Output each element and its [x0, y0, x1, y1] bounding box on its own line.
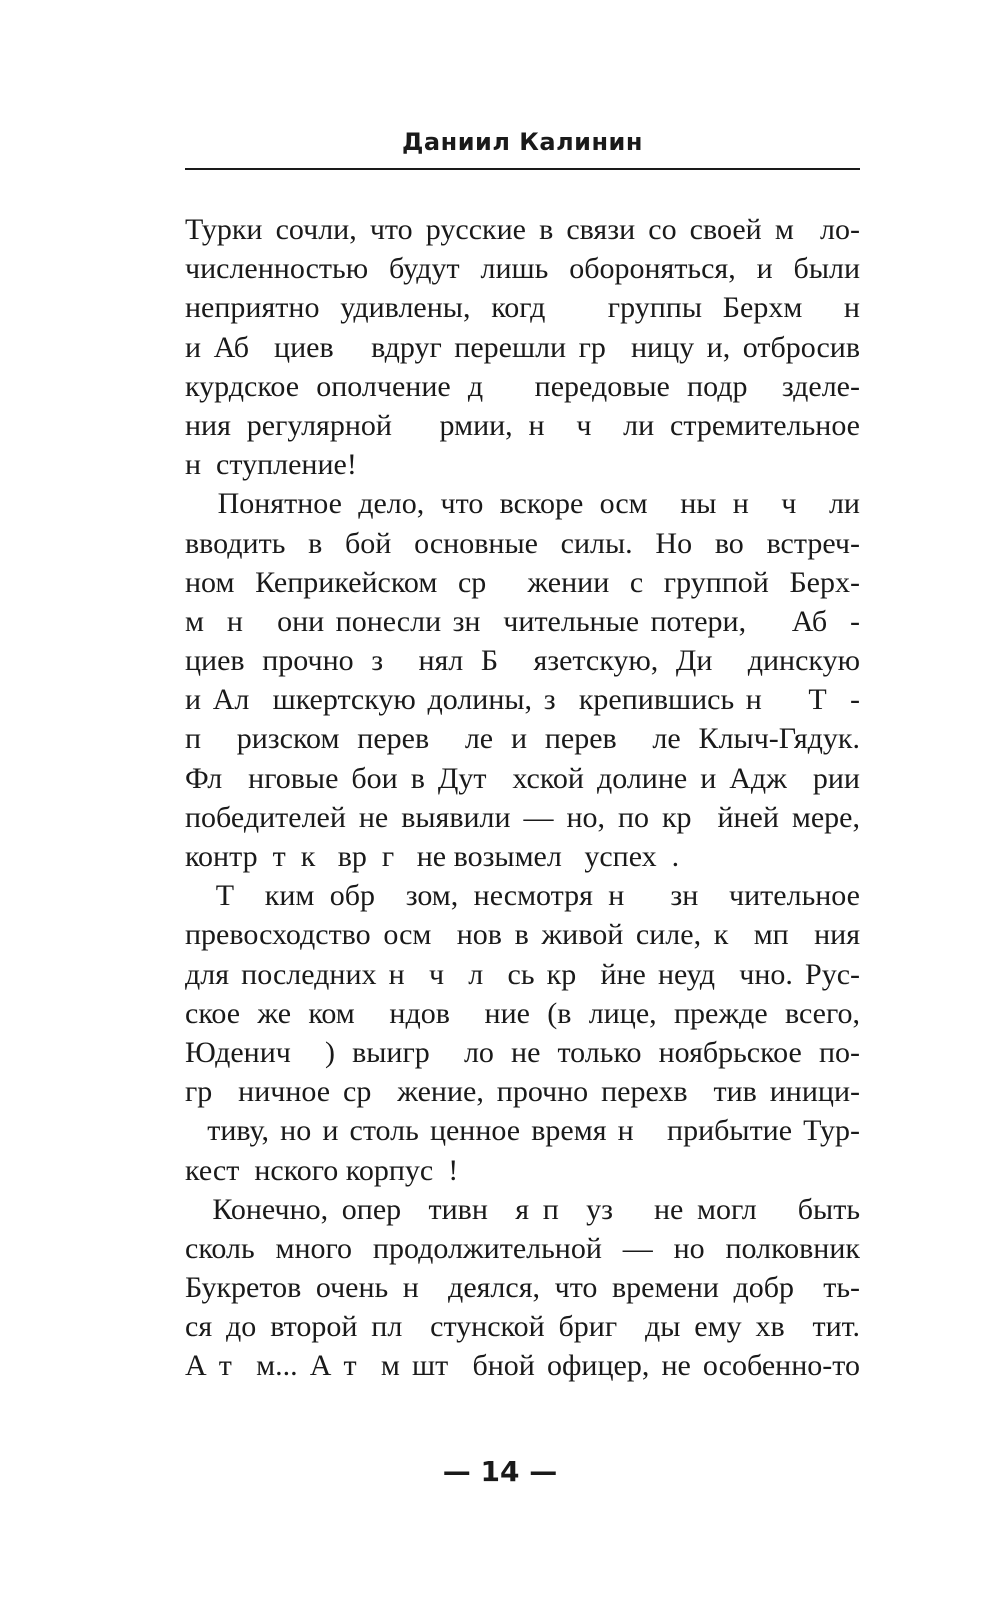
text-line: Фл нговые бои в Дут хской долине и Адж рии [185, 761, 860, 795]
text-line: сколь много продолжительной — но полковник [185, 1231, 860, 1265]
text-line: гр ничное ср жение, прочно перехв тив иници- [185, 1075, 860, 1109]
paragraph [185, 876, 860, 1190]
text-line: численностью будут лишь обороняться, и были [185, 252, 860, 286]
text-line: курдское ополчение д передовые подр зделе- [185, 369, 860, 403]
text-line: Букретов очень н деялся, что времени добр ть- [185, 1271, 860, 1305]
page-number: — 14 — [442, 1455, 558, 1488]
paragraph [185, 210, 860, 484]
text-line: Юденич ) выигр ло не только ноябрьское по- [185, 1035, 860, 1069]
text-line: н ступление! [185, 448, 357, 482]
body-text [185, 210, 860, 1386]
header-rule [185, 168, 860, 170]
text-line: и Аб циев вдруг перешли гр ницу и, отбросив [185, 330, 860, 364]
text-line: ся до второй пл стунской бриг ды ему хв тит. [185, 1310, 860, 1344]
text-line: вводить в бой основные силы. Но во встреч- [185, 526, 860, 560]
text-line: победителей не выявили — но, по кр йней мере, [185, 800, 860, 834]
text-line: м н они понесли зн чительные потери, Аб - [185, 604, 860, 638]
text-line: Т ким обр зом, несмотря н зн чительное [185, 879, 860, 913]
text-line: А т м... А т м шт бной офицер, не особенно-то [185, 1349, 860, 1383]
text-line: тиву, но и столь ценное время н прибытие Тур- [185, 1114, 860, 1148]
text-line: п ризском перев ле и перев ле Клыч-Гядук. [185, 722, 860, 756]
text-line: для последних н ч л сь кр йне неуд чно. Рус- [185, 957, 860, 991]
text-line: кест нского корпус ! [185, 1153, 459, 1187]
text-line: ном Кеприкейском ср жении с группой Берх- [185, 565, 860, 599]
text-line: и Ал шкертскую долины, з крепившись н Т - [185, 683, 860, 717]
paragraph [185, 1190, 860, 1386]
text-line: циев прочно з нял Б язетскую, Ди динскую [185, 644, 860, 678]
text-line: контр т к вр г не возымел успех . [185, 840, 680, 873]
text-line: Конечно, опер тивн я п уз не могл быть [185, 1192, 860, 1226]
text-line: ское же ком ндов ние (в лице, прежде всего, [185, 996, 860, 1030]
text-line: неприятно удивлены, когд группы Берхм н [185, 291, 860, 325]
paragraph [185, 484, 860, 876]
text-line: превосходство осм нов в живой силе, к мп ния [185, 918, 860, 952]
text-line: ния регулярной рмии, н ч ли стремительное [185, 408, 860, 442]
text-line: Понятное дело, что вскоре осм ны н ч ли [185, 487, 860, 521]
text-line: Турки сочли, что русские в связи со своей м ло- [185, 213, 860, 246]
running-head-author: Даниил Калинин [402, 128, 643, 156]
